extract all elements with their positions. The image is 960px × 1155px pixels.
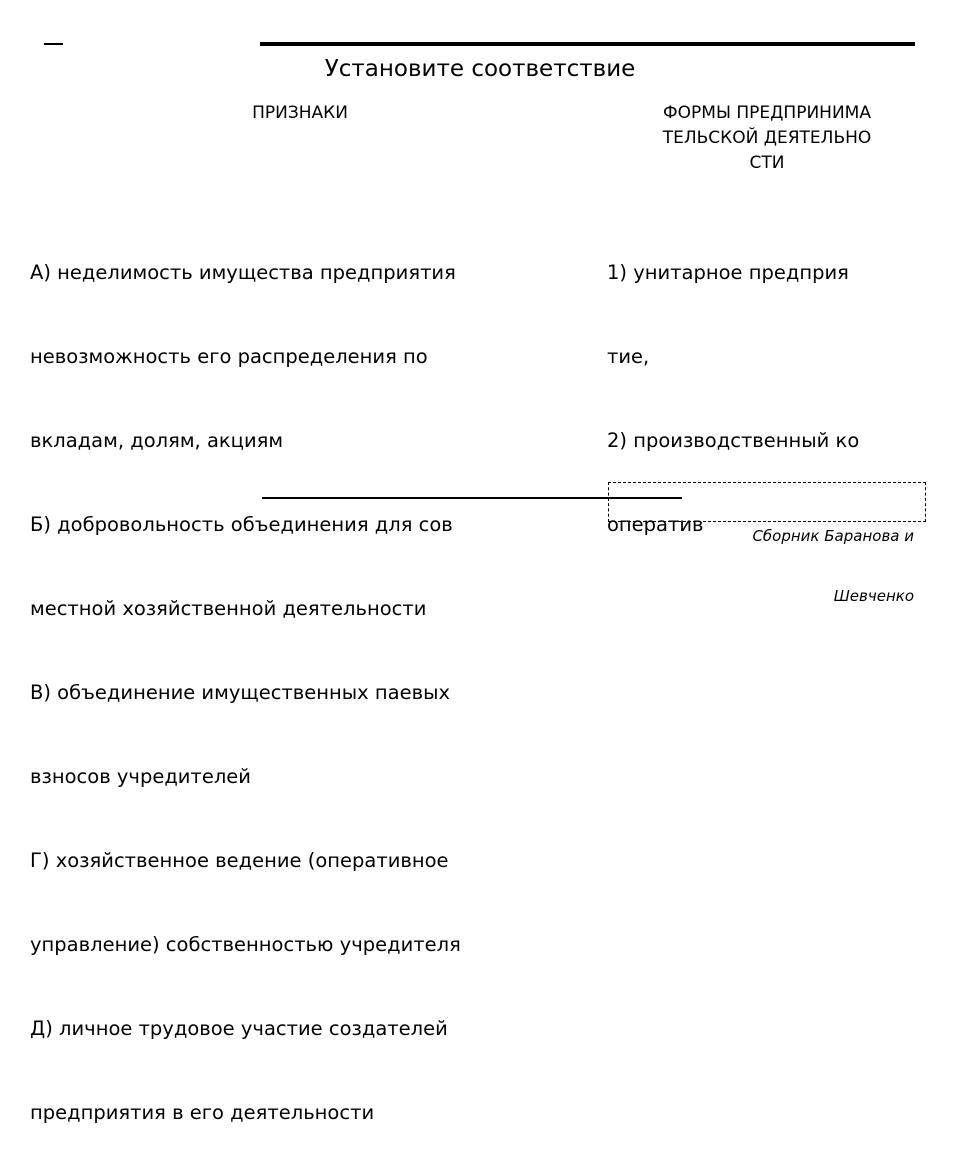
feature-line: Б) добровольность объединения для сов xyxy=(30,513,453,536)
form-line: тие, xyxy=(607,345,650,368)
source-citation xyxy=(752,486,914,646)
right-header-line: ФОРМЫ ПРЕДПРИНИМА xyxy=(663,103,871,123)
top-divider-line xyxy=(260,42,915,46)
source-line: Шевченко xyxy=(833,587,914,605)
form-line: 2) производственный ко xyxy=(607,429,860,452)
left-column-header: ПРИЗНАКИ xyxy=(252,103,348,123)
feature-line: вкладам, долям, акциям xyxy=(30,429,284,452)
right-column-header xyxy=(612,101,922,176)
feature-line: Д) личное трудовое участие создателей xyxy=(30,1017,448,1040)
source-line: Сборник Баранова и xyxy=(752,527,914,545)
feature-line: предприятия в его деятельности xyxy=(30,1101,375,1124)
features-list xyxy=(30,203,461,1155)
feature-line: Г) хозяйственное ведение (оперативное xyxy=(30,849,449,872)
feature-line: управление) собственностью учредителя xyxy=(30,933,461,956)
dash-decoration xyxy=(44,43,63,45)
right-header-line: СТИ xyxy=(749,153,785,173)
feature-line: А) неделимость имущества предприятия xyxy=(30,261,456,284)
right-header-line: ТЕЛЬСКОЙ ДЕЯТЕЛЬНО xyxy=(662,128,872,148)
form-line: 1) унитарное предприя xyxy=(607,261,849,284)
feature-line: взносов учредителей xyxy=(30,765,251,788)
feature-line: местной хозяйственной деятельности xyxy=(30,597,427,620)
feature-line: В) объединение имущественных паевых xyxy=(30,681,451,704)
slide-title: Установите соответствие xyxy=(324,56,636,82)
form-line: оператив xyxy=(607,513,704,536)
feature-line: невозможность его распределения по xyxy=(30,345,428,368)
